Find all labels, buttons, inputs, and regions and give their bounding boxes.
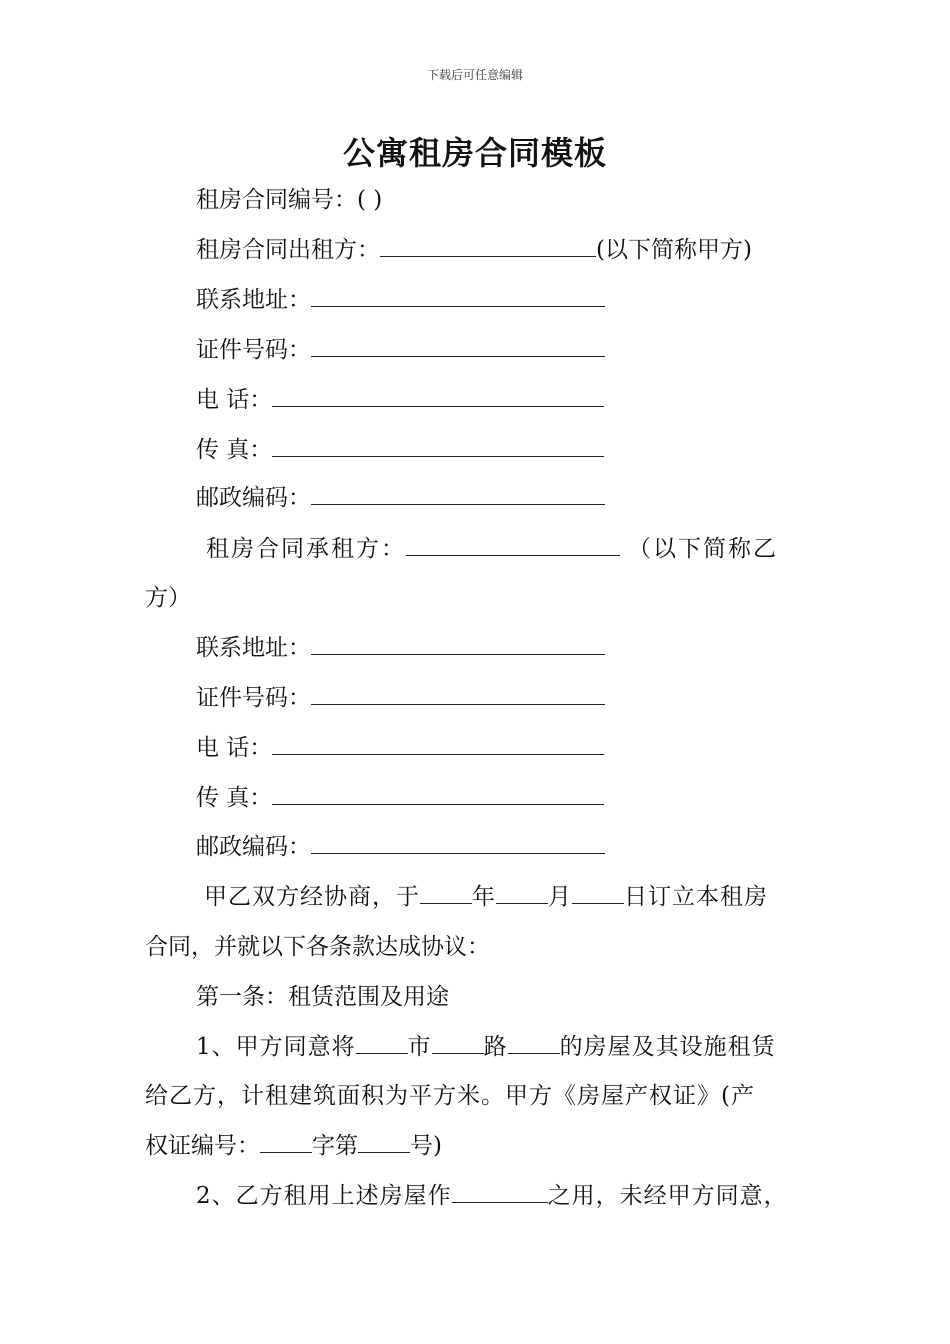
lessor-fax-label: 传 真： [196,437,273,463]
lessee-postcode-label: 邮政编码： [196,834,311,860]
lessee-id-line [196,682,605,714]
lessee-address-label: 联系地址： [196,635,311,661]
lessee-fax-blank[interactable] [272,782,604,805]
lessor-address-line [196,284,605,316]
agreement-text-2: 合同，并就以下各条款达成协议： [145,934,490,960]
agreement-text-month: 月 [548,884,572,910]
lessee-phone-line [196,732,604,764]
lessee-blank[interactable] [406,533,620,556]
agreement-text-day: 日订立本租房 [624,884,768,910]
lessor-suffix: (以下简称甲方) [596,237,752,263]
clause-1-text-3a: 权证编号： [145,1133,260,1159]
contract-number-label: 租房合同编号：( ) [196,187,383,213]
lessor-label: 租房合同出租方： [196,237,380,263]
lessee-postcode-blank[interactable] [311,831,605,854]
lessor-phone-label: 电 话： [196,387,273,413]
agreement-line-1 [204,881,768,913]
clause-1-text-d: 的房屋及其设施租赁 [559,1034,776,1060]
city-blank[interactable] [356,1031,408,1054]
number-blank[interactable] [508,1031,560,1054]
clause-1-text-3b: 字第 [312,1133,358,1159]
lessor-phone-blank[interactable] [272,384,604,407]
lessee-line [206,533,778,565]
lessor-id-label: 证件号码： [196,337,311,363]
lessor-address-label: 联系地址： [196,287,311,313]
lessee-suffix-cont-line [145,582,191,614]
lessee-phone-label: 电 话： [196,735,273,761]
lessee-address-blank[interactable] [311,632,605,655]
clause-1-text-road: 路 [483,1034,508,1060]
purpose-blank[interactable] [452,1180,548,1203]
lessor-id-line [196,334,605,366]
document-title: 公寓租房合同模板 [342,134,607,172]
contract-number-line [196,184,382,216]
clause-1-line-3 [145,1130,442,1162]
clause-1-text-city: 市 [407,1034,432,1060]
lessor-id-blank[interactable] [311,334,605,357]
road-blank[interactable] [432,1031,484,1054]
lessor-fax-line [196,434,604,466]
cert-number-blank[interactable] [358,1130,410,1153]
lessee-address-line [196,632,605,664]
lessee-id-label: 证件号码： [196,685,311,711]
lessee-suffix: （以下简称乙 [628,536,778,562]
day-blank[interactable] [572,881,624,904]
month-blank[interactable] [496,881,548,904]
article-1-heading [196,981,449,1013]
article-1-title: 第一条：租赁范围及用途 [196,984,449,1010]
clause-1-text-3c: 号) [410,1133,442,1159]
lessee-label: 租房合同承租方： [206,536,406,562]
lessee-id-blank[interactable] [311,682,605,705]
lessee-suffix-cont: 方） [145,585,191,611]
lessor-postcode-blank[interactable] [311,482,605,505]
lessor-fax-blank[interactable] [272,434,604,457]
lessor-postcode-label: 邮政编码： [196,485,311,511]
agreement-line-2 [145,931,490,963]
clause-2-line-1 [196,1180,788,1212]
lessee-postcode-line [196,831,605,863]
lessor-line [196,234,752,266]
lessee-fax-line [196,782,604,814]
lessor-blank[interactable] [380,234,596,257]
lessor-postcode-line [196,482,605,514]
lessor-address-blank[interactable] [311,284,605,307]
clause-1-line-1 [196,1031,776,1063]
clause-1-line-2 [145,1080,755,1112]
clause-2-text-a: 2、乙方租用上述房屋作 [196,1183,452,1209]
lessor-phone-line [196,384,604,416]
clause-2-text-b: 之用，未经甲方同意， [547,1183,788,1209]
clause-1-text-a: 1、甲方同意将 [196,1034,356,1060]
agreement-text-a: 甲乙双方经协商，于 [204,884,420,910]
agreement-text-year: 年 [472,884,496,910]
year-blank[interactable] [420,881,472,904]
header-note: 下载后可任意编辑 [426,68,523,82]
lessee-fax-label: 传 真： [196,785,273,811]
clause-1-text-2: 给乙方，计租建筑面积为平方米。甲方《房屋产权证》(产 [145,1083,755,1109]
cert-word-blank[interactable] [260,1130,312,1153]
lessee-phone-blank[interactable] [272,732,604,755]
